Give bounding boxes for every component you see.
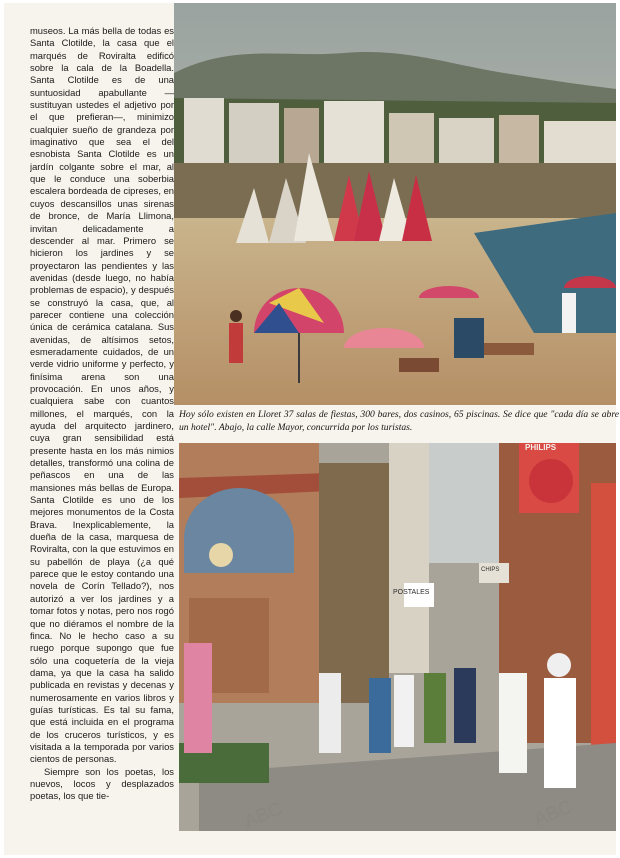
watermark: ABC [241, 798, 286, 833]
watermark: ABC [531, 796, 576, 831]
street-photo [179, 443, 616, 831]
article-text-column [30, 25, 174, 845]
postales-sign: POSTALES [393, 589, 430, 596]
phillips-sign: PHILIPS [525, 443, 557, 452]
chips-sign: CHIPS [481, 567, 500, 573]
magazine-page [4, 3, 619, 855]
article-paragraph: museos. La más bella de todas es Santa Clotilde, la casa que el marqués de Roviralta edificó sobre la cala de la Boadella. Santa Clotilde es de una suntuosidad apabullante —sustituyan ustedes el adjetivo por el que prefieran—, minimizo cualquier sueño de grandeza por imaginativo que sea el del esnobista Santa Clotilde es un jardín colgante sobre el mar, al que le conduce una soberbia escalera bordeada de cipreses, en cuyos descansillos unas sirenas de bronce, de María Llimona, invitan delicadamente a descender al mar. Primero se hicieron los jardines y se proyectaron las pendientes y las avenidas (desde luego, no había problemas de espacio), y después se construyó la casa, que, al parecer contiene una colección única de cerámica catalana. Sus avenidas, de altísimos setos, esmeradamente cuidados, de un verde vidrio uniforme y perfecto, y finísima arena son una provocación. En unos años, y cualquiera sabe con cuantos millones, el marqués, con la ayuda del arquitecto jardinero, cuya gran sensibilidad está presente hasta en los más nimios detalles, transformó una colina de peñascos en una de las mansiones más bellas de Europa. Santa Clotilde es uno de los mejores monumentos de la Costa Brava. Inexplicablemente, la dueña de la casa, marquesa de Roviralta, con la que estuvimos en su pabellón de playa (¿a qué parece que le estoy contando una novela de Corín Tellado?), nos autorizó a ver los jardines y a tomar fotos y notas, pero nos rogó que no diéramos el nombre de la finca. No le hecho caso a su ruego porque supongo que fue sólo una coquetería de la vieja dama, ya que la casa ha salido publicada en revistas y decenas y numerosamente en varios libros y guías turísticas. Es tal su fama, que está incluida en el programa de los cruceros turísticos, y es visitada a la temporada por varios cientos de personas. [30, 25, 174, 765]
beach-photo [174, 3, 616, 405]
photo-caption: Hoy sólo existen en Lloret 37 salas de fiestas, 300 bares, dos casinos, 65 piscinas. Se dice que "cada día se abre un hotel". Abajo, la calle Mayor, concurrida por los turistas. [179, 409, 619, 433]
article-paragraph: Siempre son los poetas, los nuevos, locos y desplazados poetas, los que tie- [30, 765, 174, 802]
